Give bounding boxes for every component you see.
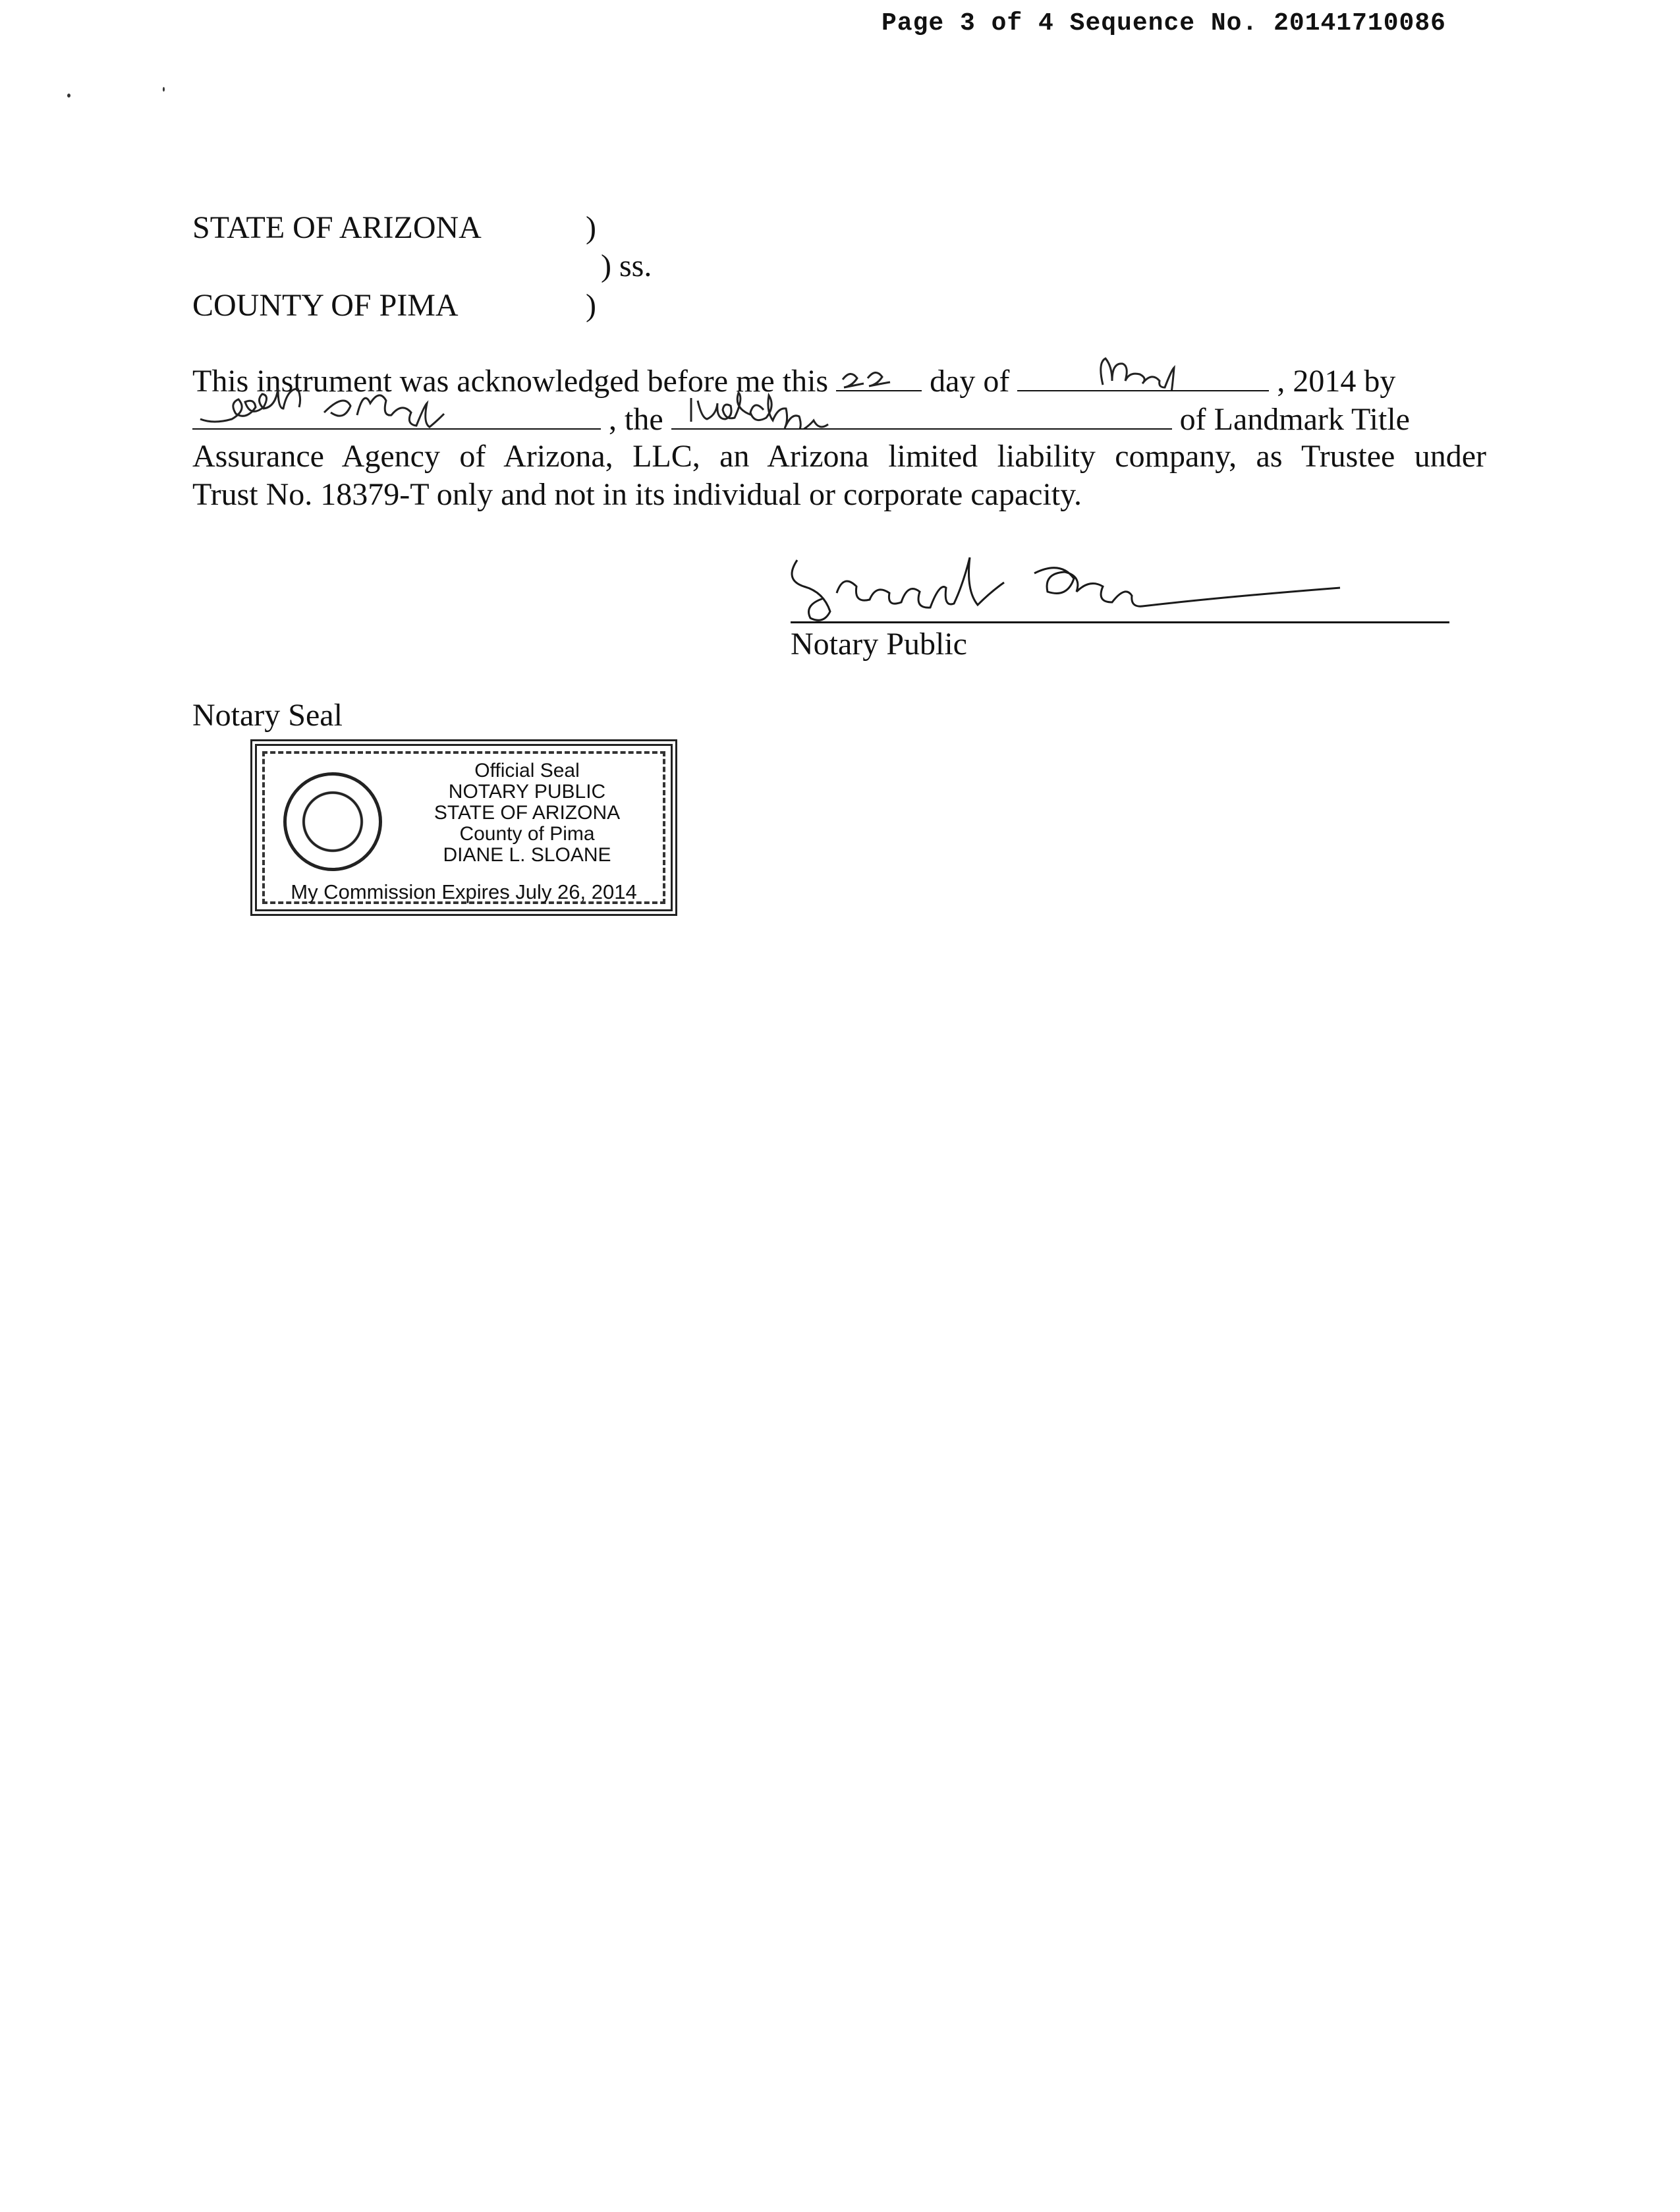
ack-line-3: Assurance Agency of Arizona, LLC, an Arizona limited liability company, as Trustee under: [192, 439, 1486, 474]
ack-text: day of: [930, 364, 1010, 399]
state-label: STATE OF ARIZONA: [192, 210, 482, 245]
scan-speck: [163, 87, 165, 92]
seal-line-county: County of Pima: [459, 823, 595, 845]
notary-signature: [784, 547, 1456, 639]
ack-line-4: Trust No. 18379-T only and not in its individual or corporate capacity.: [192, 477, 1082, 512]
ack-text: of Landmark Title: [1179, 402, 1410, 437]
title-handwriting: [671, 386, 1172, 428]
signature-line: [791, 621, 1449, 623]
ack-text: , the: [609, 402, 663, 437]
notary-seal-label: Notary Seal: [192, 698, 343, 733]
title-blank: [671, 399, 1172, 430]
seal-line-state: STATE OF ARIZONA: [434, 802, 621, 824]
seal-line-official: Official Seal: [474, 760, 580, 781]
ack-line-2: [192, 399, 1486, 438]
caption-paren: ): [586, 288, 596, 323]
seal-line-notary-name: DIANE L. SLOANE: [443, 844, 611, 866]
ack-text: This instrument was acknowledged before me this: [192, 364, 829, 399]
county-label: COUNTY OF PIMA: [192, 288, 459, 323]
notary-signature-block: [784, 547, 1456, 666]
notary-seal-stamp: [250, 739, 677, 916]
state-seal-emblem: [283, 772, 382, 871]
seal-commission-expiry: My Commission Expires July 26, 2014: [291, 880, 637, 903]
ack-text: , 2014 by: [1277, 364, 1396, 399]
acknowledgment-paragraph: [192, 361, 1486, 514]
seal-text-block: [395, 760, 659, 866]
notary-public-label: Notary Public: [791, 627, 967, 662]
ss-label: ) ss.: [601, 248, 652, 283]
page-sequence-header: Page 3 of 4 Sequence No. 20141710086: [882, 9, 1446, 38]
signer-name-blank: [192, 399, 601, 430]
caption-paren: ): [586, 210, 596, 245]
scan-speck: [67, 94, 70, 98]
signer-name-handwriting: [192, 386, 601, 428]
seal-line-notary-public: NOTARY PUBLIC: [448, 781, 606, 803]
